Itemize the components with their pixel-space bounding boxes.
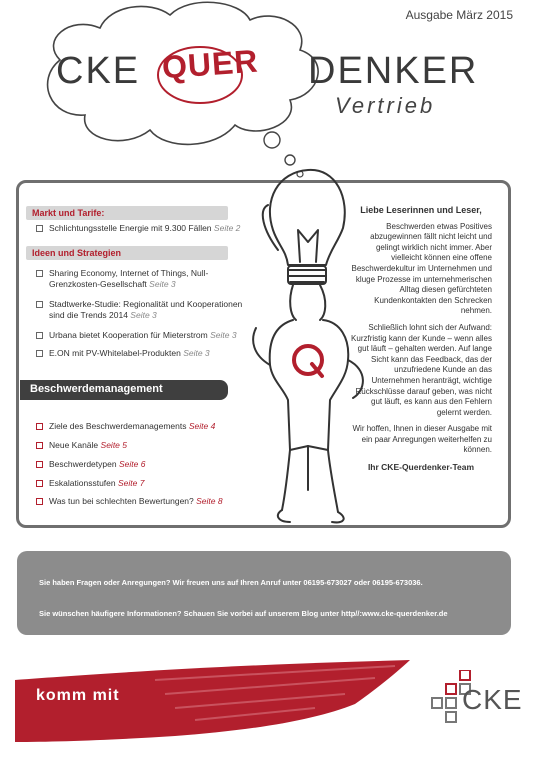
letter-paragraph: Beschwerden etwas Positives abzugewinnen fällt nicht leicht und gelingt wirklich nicht immer. Aber vielleicht können eine offene Beschwerdekultur im Unternehmen und kluge Prozesse im unternehmerischen Alltag diesen gefürchteten Kundenkontakten den Schrecken nehmen. xyxy=(351,221,492,316)
checkbox-icon[interactable] xyxy=(36,423,43,430)
section-beschwerdemanagement: Beschwerdemanagement xyxy=(20,380,228,400)
toc-item[interactable] xyxy=(36,348,210,359)
letter-paragraph: Wir hoffen, Ihnen in dieser Ausgabe mit ein paar Anregungen weiterhelfen zu können. xyxy=(352,424,492,455)
issue-date: Ausgabe März 2015 xyxy=(405,8,513,22)
toc-item-text: Urbana bietet Kooperation für Mieterstrom xyxy=(49,330,208,340)
toc-item[interactable] xyxy=(36,496,223,507)
checkbox-icon[interactable] xyxy=(36,332,43,339)
toc-item[interactable] xyxy=(36,268,208,290)
toc-item[interactable] xyxy=(36,421,215,432)
toc-item-text: E.ON mit PV-Whitelabel-Produkten xyxy=(49,348,181,358)
toc-item-text: Eskalationsstufen xyxy=(49,478,116,488)
toc-item[interactable] xyxy=(36,440,127,451)
toc-item-text: Was tun bei schlechten Bewertungen? xyxy=(49,496,194,506)
checkbox-icon[interactable] xyxy=(36,270,43,277)
checkbox-icon[interactable] xyxy=(36,498,43,505)
contact-blog-text[interactable]: Sie wünschen häufigere Informationen? Schauen Sie vorbei auf unserem Blog unter http//:www.cke-querdenker.de xyxy=(39,609,448,618)
toc-section-ideen: Ideen und Strategien xyxy=(26,246,228,260)
checkbox-icon[interactable] xyxy=(36,225,43,232)
toc-item[interactable] xyxy=(36,299,242,321)
letter-title: Liebe Leserinnen und Leser, xyxy=(360,205,482,215)
toc-item-text: sind die Trends 2014 xyxy=(49,310,128,320)
toc-item-text: Sharing Economy, Internet of Things, Null- xyxy=(49,268,209,278)
toc-page: Seite 8 xyxy=(196,496,223,506)
contact-box xyxy=(17,551,511,635)
toc-item[interactable] xyxy=(36,223,240,234)
toc-item-text: Grenzkosten-Gesellschaft xyxy=(49,279,147,289)
toc-section-markt: Markt und Tarife: xyxy=(26,206,228,220)
toc-item[interactable] xyxy=(36,330,237,341)
checkbox-icon[interactable] xyxy=(36,301,43,308)
logo-text: CKE xyxy=(462,684,523,715)
checkbox-icon[interactable] xyxy=(36,480,43,487)
toc-page: Seite 4 xyxy=(188,421,216,431)
brand-quer: QUER xyxy=(160,42,260,86)
toc-page: Seite 3 xyxy=(149,279,176,289)
komm-mit-label: komm mit xyxy=(36,687,120,704)
toc-page: Seite 3 xyxy=(130,310,157,320)
toc-item[interactable] xyxy=(36,478,144,489)
brand-division: Vertrieb xyxy=(335,93,436,118)
toc-item-text: Neue Kanäle xyxy=(49,440,99,450)
toc-page: Seite 5 xyxy=(100,440,127,450)
toc-item-text: Ziele des Beschwerdemanagements xyxy=(49,421,187,431)
editorial-letter xyxy=(350,205,492,473)
brand-denker: DENKER xyxy=(308,50,479,92)
toc-page: Seite 6 xyxy=(118,459,146,469)
toc-page: Seite 3 xyxy=(183,348,210,358)
toc-page: Seite 2 xyxy=(213,223,241,233)
toc-page: Seite 7 xyxy=(118,478,145,488)
toc-page: Seite 3 xyxy=(210,330,237,340)
letter-paragraph: Schließlich lohnt sich der Aufwand: Kurzfristig kann der Kunde – wenn alles gut läuft – gehalten werden. Auf lange Sicht kann das Feedback, das der unzufriedene Kunde an das Unternehmen heranträgt, wichtige Rückschlüsse darauf geben, was nicht gut läuft, es kann aus den Fehlern gelernt werden. xyxy=(351,322,492,417)
toc-item[interactable] xyxy=(36,459,145,470)
checkbox-icon[interactable] xyxy=(36,350,43,357)
toc-item-text: Stadtwerke-Studie: Regionalität und Kooperationen xyxy=(49,299,243,309)
brand-cke: CKE xyxy=(56,50,141,92)
toc-item-text: Schlichtungsstelle Energie mit 9.300 Fällen xyxy=(49,223,212,233)
checkbox-icon[interactable] xyxy=(36,442,43,449)
checkbox-icon[interactable] xyxy=(36,461,43,468)
contact-phone-text: Sie haben Fragen oder Anregungen? Wir freuen uns auf Ihren Anruf unter 06195-673027 oder 06195-673036. xyxy=(39,578,423,587)
toc-item-text: Beschwerdetypen xyxy=(49,459,117,469)
letter-signature: Ihr CKE-Querdenker-Team xyxy=(367,462,475,473)
